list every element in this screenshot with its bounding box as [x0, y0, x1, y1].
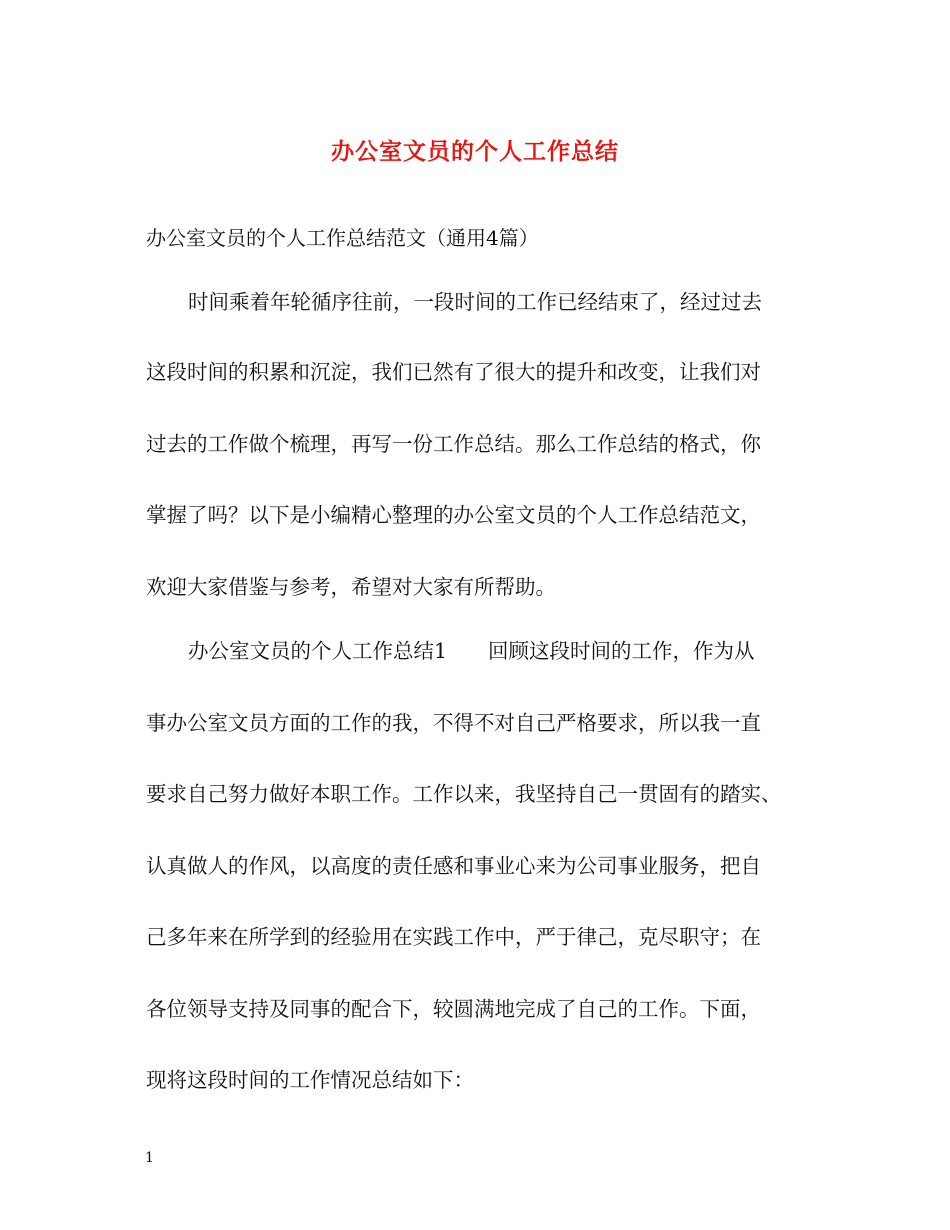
paragraph-line: 过去的工作做个梳理，再写一份工作总结。那么工作总结的格式，你 — [146, 432, 761, 456]
page-number: 1 — [145, 1150, 154, 1166]
document-title: 办公室文员的个人工作总结 — [331, 138, 619, 165]
paragraph-line: 掌握了吗？以下是小编精心整理的办公室文员的个人工作总结范文， — [146, 503, 761, 527]
paragraph-line: 办公室文员的个人工作总结1 回顾这段时间的工作，作为从 — [188, 639, 755, 663]
document-subtitle: 办公室文员的个人工作总结范文（通用4篇） — [146, 226, 539, 250]
paragraph-line: 事办公室文员方面的工作的我，不得不对自己严格要求，所以我一直 — [146, 711, 761, 735]
paragraph-line: 认真做人的作风，以高度的责任感和事业心来为公司事业服务，把自 — [146, 854, 761, 878]
paragraph-line: 各位领导支持及同事的配合下，较圆满地完成了自己的工作。下面， — [146, 997, 761, 1021]
paragraph-line: 欢迎大家借鉴与参考，希望对大家有所帮助。 — [146, 575, 556, 599]
paragraph-line: 这段时间的积累和沉淀，我们已然有了很大的提升和改变，让我们对 — [146, 360, 761, 384]
paragraph-line: 要求自己努力做好本职工作。工作以来，我坚持自己一贯固有的踏实、 — [146, 782, 782, 806]
paragraph-line: 现将这段时间的工作情况总结如下： — [146, 1068, 474, 1092]
paragraph-line: 时间乘着年轮循序往前，一段时间的工作已经结束了，经过过去 — [188, 290, 762, 314]
paragraph-line: 己多年来在所学到的经验用在实践工作中，严于律己，克尽职守；在 — [146, 925, 761, 949]
